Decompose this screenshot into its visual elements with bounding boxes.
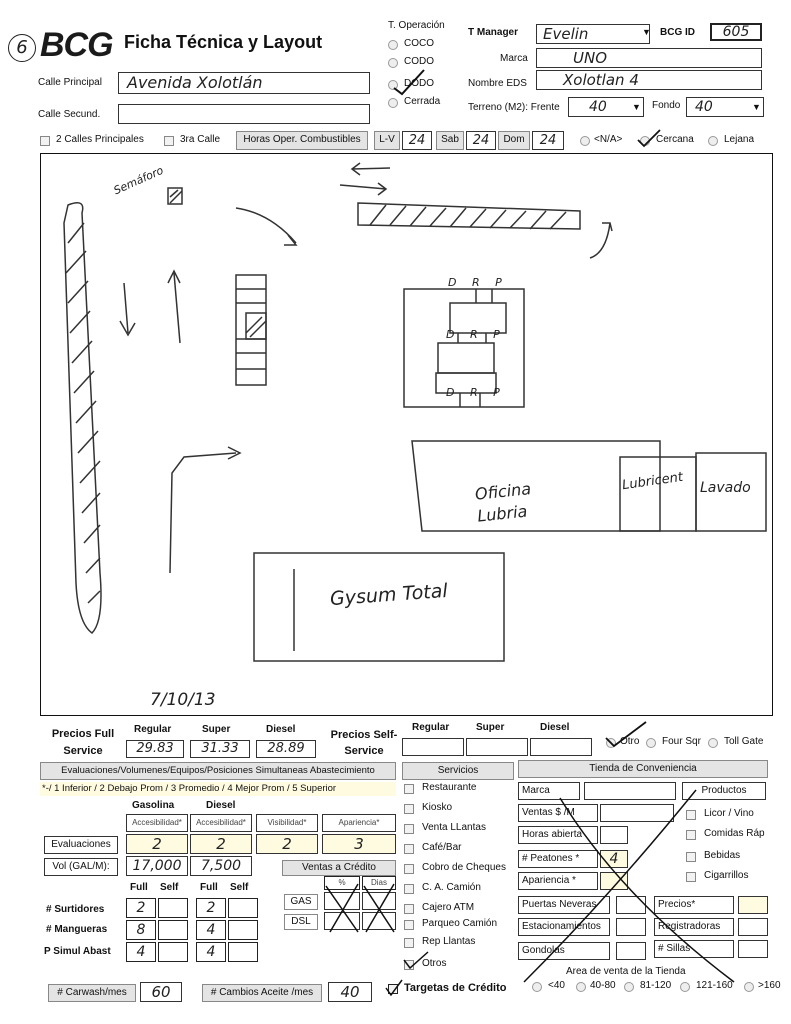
surtidores-label: # Surtidores — [46, 904, 105, 915]
cerrada-label: Cerrada — [404, 96, 441, 107]
toll-gate-label: Toll Gate — [724, 736, 764, 747]
otro-label: Otro — [620, 736, 640, 747]
accesibilidad-dsl-header: Accesibilidad* — [190, 814, 252, 832]
simul-self-dsl[interactable] — [228, 942, 258, 962]
surtidores-full-gas[interactable]: 2 — [126, 898, 156, 918]
surtidores-full-dsl[interactable]: 2 — [196, 898, 226, 918]
mangueras-full-gas[interactable]: 8 — [126, 920, 156, 940]
area-40-80-label: 40-80 — [590, 980, 616, 991]
radio-toll-gate[interactable] — [708, 738, 718, 748]
evaluaciones-header: Evaluaciones/Volumenes/Equipos/Posiciones Simultaneas Abastecimiento — [40, 762, 396, 780]
radio-area-121-160[interactable] — [680, 982, 690, 992]
servicio-venta-llantas: Venta LLantas — [422, 822, 486, 833]
lubricentro-label: Lubricent — [621, 469, 684, 494]
layout-sketch-drawing — [40, 153, 773, 716]
dom-field[interactable]: 24 — [532, 131, 564, 150]
checkbox-cajero-atm[interactable] — [404, 904, 414, 914]
self-regular-field[interactable] — [402, 738, 464, 756]
radio-coco[interactable] — [388, 40, 398, 50]
pump-label-mid: D R P — [446, 328, 506, 341]
radio-codo[interactable] — [388, 58, 398, 68]
self-col-super: Super — [476, 722, 505, 733]
calle-secund-field[interactable] — [118, 104, 370, 124]
accesibilidad-gas-header: Accesibilidad* — [126, 814, 188, 832]
t-manager-label: T Manager — [468, 27, 519, 38]
checkbox-parqueo-camion[interactable] — [404, 920, 414, 930]
checkbox-cobro-cheques[interactable] — [404, 864, 414, 874]
tienda-header: Tienda de Conveniencia — [518, 760, 768, 778]
sab-field[interactable]: 24 — [466, 131, 496, 150]
tienda-cross-marks — [520, 786, 740, 986]
precios-full-label: Precios Full Service — [51, 728, 115, 757]
gasolina-label: Gasolina — [132, 800, 175, 811]
tarjetas-check-mark — [384, 978, 404, 998]
tienda-sketch-label: Gysum Total — [329, 579, 449, 611]
producto-cigarrillos: Cigarrillos — [704, 870, 749, 881]
simul-full-dsl[interactable]: 4 — [196, 942, 226, 962]
credito-cross-marks — [322, 876, 398, 934]
dsl-label: DSL — [284, 914, 318, 930]
gondolas-label: Gondolas — [518, 942, 610, 960]
eval-accesibilidad-dsl[interactable]: 2 — [190, 834, 252, 854]
rating-scale: *-/ 1 Inferior / 2 Debajo Prom / 3 Promedio / 4 Mejor Prom / 5 Superior — [40, 782, 396, 796]
full-regular-field[interactable]: 29.83 — [126, 740, 184, 758]
carwash-field[interactable]: 60 — [140, 982, 182, 1002]
eval-visibilidad[interactable]: 2 — [256, 834, 318, 854]
four-sqr-label: Four Sqr — [662, 736, 701, 747]
bcg-id-label: BCG ID — [660, 27, 695, 38]
marca-label: Marca — [500, 53, 528, 64]
calle-secund-label: Calle Secund. — [38, 109, 101, 120]
radio-area-81-120[interactable] — [624, 982, 634, 992]
precios-tienda-label: Precios* — [654, 896, 734, 914]
servicio-ca-camion: C. A. Camión — [422, 882, 481, 893]
pump-label-top: D R P — [448, 276, 508, 289]
sab-button[interactable]: Sab — [436, 131, 464, 150]
surtidores-self-dsl[interactable] — [228, 898, 258, 918]
chevron-down-icon[interactable]: ▼ — [642, 27, 651, 37]
nombre-eds-field[interactable]: Xolotlan 4 — [536, 70, 762, 90]
nombre-eds-label: Nombre EDS — [468, 78, 527, 89]
peatones-field[interactable]: 4 — [600, 850, 628, 868]
eval-apariencia[interactable]: 3 — [322, 834, 396, 854]
tarjetas-credito-label: Targetas de Crédito — [404, 982, 507, 994]
radio-area-gt160[interactable] — [744, 982, 754, 992]
radio-lejana[interactable] — [708, 136, 718, 146]
estacionamientos-label: Estacionamientos — [518, 918, 610, 936]
vol-gasolina-field[interactable]: 17,000 — [126, 856, 188, 876]
col-diesel: Diesel — [266, 724, 296, 735]
simul-self-gas[interactable] — [158, 942, 188, 962]
checkbox-kiosko[interactable] — [404, 804, 414, 814]
self-gas-header: Self — [160, 882, 179, 893]
registradoras-label: Registradoras — [654, 918, 734, 936]
dom-button[interactable]: Dom — [498, 131, 530, 150]
marca-field[interactable]: UNO — [536, 48, 762, 68]
lv-button[interactable]: L-V — [374, 131, 400, 150]
fondo-field[interactable]: 40 — [686, 97, 764, 117]
radio-na[interactable] — [580, 136, 590, 146]
puertas-neveras-label: Puertas Neveras — [518, 896, 610, 914]
gas-label: GAS — [284, 894, 318, 910]
mangueras-full-dsl[interactable]: 4 — [196, 920, 226, 940]
producto-bebidas: Bebidas — [704, 850, 741, 861]
terreno-frente-label: Terreno (M2): Frente — [468, 102, 560, 113]
servicios-header: Servicios — [402, 762, 514, 780]
checkbox-cafe-bar[interactable] — [404, 844, 414, 854]
area-lt40-label: <40 — [548, 980, 565, 991]
lejana-label: Lejana — [724, 134, 755, 145]
servicio-rep-llantas: Rep Llantas — [422, 936, 476, 947]
dodo-check-mark — [392, 68, 426, 96]
full-diesel-field[interactable]: 28.89 — [256, 740, 316, 758]
page-title: Ficha Técnica y Layout — [124, 32, 323, 52]
simul-label: P Simul Abast — [44, 946, 111, 957]
vol-diesel-field[interactable]: 7,500 — [190, 856, 252, 876]
checkbox-ca-camion[interactable] — [404, 884, 414, 894]
eval-accesibilidad-gas[interactable]: 2 — [126, 834, 188, 854]
checkbox-venta-llantas[interactable] — [404, 824, 414, 834]
producto-comidas-rap: Comidas Ráp — [704, 828, 765, 839]
cambios-aceite-field[interactable]: 40 — [328, 982, 372, 1002]
carwash-label: # Carwash/mes — [48, 984, 136, 1002]
self-diesel-field[interactable] — [530, 738, 592, 756]
credito-dias-header: Dias — [362, 876, 396, 890]
simul-full-gas[interactable]: 4 — [126, 942, 156, 962]
sillas-label: # Sillas — [654, 940, 734, 958]
credito-pct-header: % — [324, 876, 360, 890]
horas-abierta-label: Horas abierta — [518, 826, 598, 844]
servicio-cajero-atm: Cajero ATM — [422, 902, 475, 913]
sketch-date: 7/10/13 — [150, 690, 216, 710]
pump-label-bottom: D R P — [446, 386, 506, 399]
full-super-field[interactable]: 31.33 — [190, 740, 250, 758]
horas-oper-button[interactable]: Horas Oper. Combustibles — [236, 131, 368, 150]
registradoras-field[interactable] — [738, 918, 768, 936]
servicio-kiosko: Kiosko — [422, 802, 453, 813]
calle-principal-field[interactable]: Avenida Xolotlán — [118, 72, 370, 94]
na-label: <N/A> — [594, 134, 623, 145]
radio-four-sqr[interactable] — [646, 738, 656, 748]
semaforo-label: Semáforo — [111, 163, 166, 198]
peatones-label: # Peatones * — [518, 850, 598, 868]
tercera-calle-label: 3ra Calle — [180, 134, 221, 145]
col-regular: Regular — [134, 724, 172, 735]
tienda-marca-label: Marca — [518, 782, 580, 800]
surtidores-self-gas[interactable] — [158, 898, 188, 918]
lavado-label: Lavado — [700, 480, 751, 496]
radio-area-lt40[interactable] — [532, 982, 542, 992]
ventas-credito-header: Ventas a Crédito — [282, 860, 396, 876]
ventas-label: Ventas $ /M — [518, 804, 598, 822]
calle-principal-label: Calle Principal — [38, 77, 102, 88]
oficina-label: Oficina Lubria — [474, 478, 532, 526]
t-operacion-label: T. Operación — [388, 20, 445, 31]
area-gt160-label: >160 — [758, 980, 781, 991]
productos-header: Productos — [682, 782, 766, 800]
otros-check-mark — [402, 950, 432, 974]
visibilidad-header: Visibilidad* — [256, 814, 318, 832]
bcg-id-field[interactable]: 605 — [710, 23, 762, 41]
radio-cerrada[interactable] — [388, 98, 398, 108]
chevron-down-icon[interactable]: ▼ — [752, 102, 761, 112]
dodo-label: DODO — [404, 78, 434, 89]
full-gas-header: Full — [130, 882, 148, 893]
mangueras-self-dsl[interactable] — [228, 920, 258, 940]
apariencia-tienda-label: Apariencia * — [518, 872, 598, 890]
t-manager-field[interactable]: Evelin — [536, 24, 650, 44]
checkbox-3ra-calle[interactable] — [164, 136, 174, 146]
self-dsl-header: Self — [230, 882, 249, 893]
servicio-otros: Otros — [422, 958, 447, 969]
servicio-cobro-cheques: Cobro de Cheques — [422, 862, 506, 873]
self-col-diesel: Diesel — [540, 722, 570, 733]
producto-licor-vino: Licor / Vino — [704, 808, 754, 819]
dos-calles-label: 2 Calles Principales — [56, 134, 144, 145]
page-number: 6 — [8, 34, 36, 62]
bcg-logo: BCG — [40, 26, 113, 64]
area-venta-label: Area de venta de la Tienda — [566, 966, 686, 977]
checkbox-restaurante[interactable] — [404, 784, 414, 794]
lv-field[interactable]: 24 — [402, 131, 432, 150]
checkbox-2-calles[interactable] — [40, 136, 50, 146]
self-super-field[interactable] — [466, 738, 528, 756]
cercana-label: Cercana — [656, 134, 694, 145]
diesel-label: Diesel — [206, 800, 236, 811]
servicio-restaurante: Restaurante — [422, 782, 477, 793]
precios-self-label: Precios Self-Service — [330, 729, 398, 757]
frente-field[interactable]: 40 — [568, 97, 644, 117]
servicio-cafe-bar: Café/Bar — [422, 842, 462, 853]
apariencia-header: Apariencia* — [322, 814, 396, 832]
evaluaciones-label: Evaluaciones — [44, 836, 118, 854]
servicio-parqueo-camion: Parqueo Camión — [422, 918, 498, 929]
mangueras-label: # Mangueras — [46, 924, 108, 935]
fondo-label: Fondo — [652, 100, 681, 111]
coco-label: COCO — [404, 38, 434, 49]
full-dsl-header: Full — [200, 882, 218, 893]
mangueras-self-gas[interactable] — [158, 920, 188, 940]
chevron-down-icon[interactable]: ▼ — [632, 102, 641, 112]
col-super: Super — [202, 724, 231, 735]
area-121-160-label: 121-160 — [696, 980, 733, 991]
precios-tienda-field[interactable] — [738, 896, 768, 914]
radio-area-40-80[interactable] — [576, 982, 586, 992]
checkbox-rep-llantas[interactable] — [404, 938, 414, 948]
area-81-120-label: 81-120 — [640, 980, 672, 991]
sillas-field[interactable] — [738, 940, 768, 958]
self-col-regular: Regular — [412, 722, 450, 733]
vol-label: Vol (GAL/M): — [44, 858, 118, 876]
cambios-aceite-label: # Cambios Aceite /mes — [202, 984, 322, 1002]
codo-label: CODO — [404, 56, 434, 67]
